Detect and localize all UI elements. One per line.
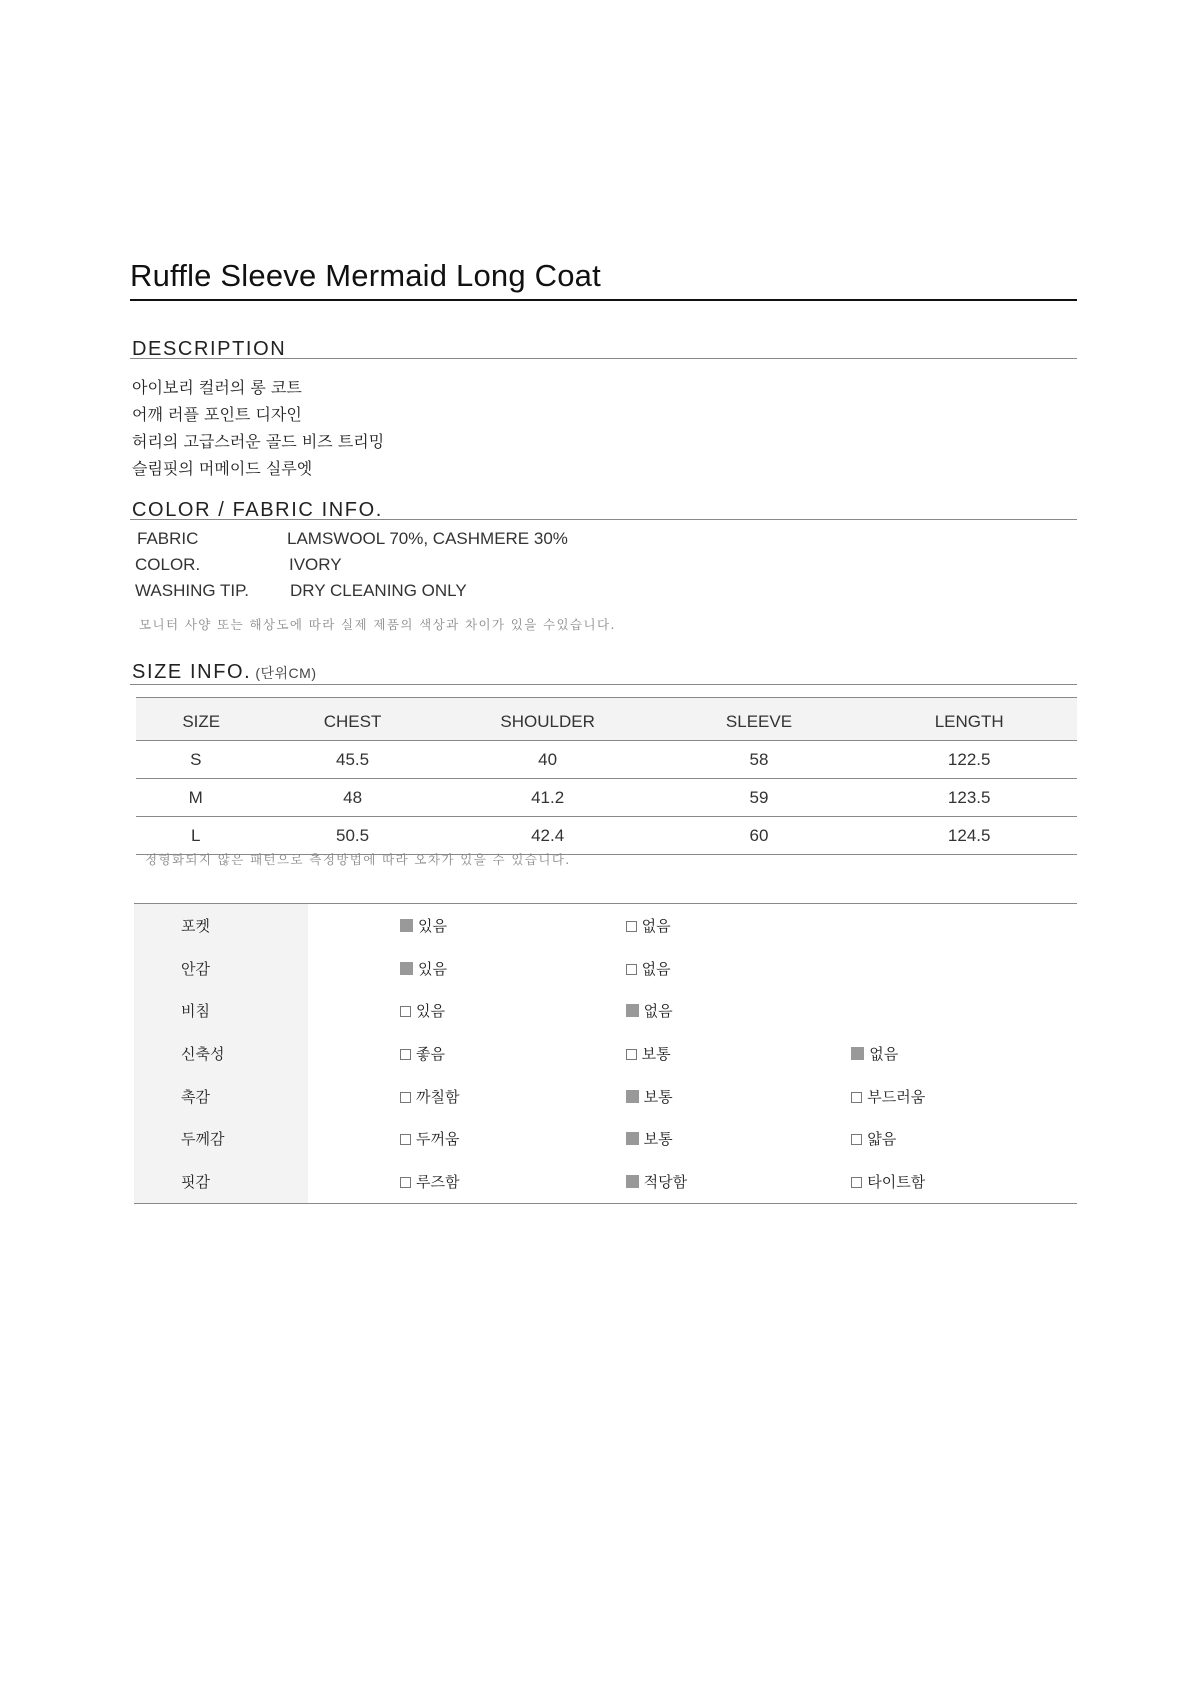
attribute-option	[626, 1160, 852, 1203]
attribute-option	[626, 1032, 852, 1075]
color-notice: 모니터 사양 또는 해상도에 따라 실제 제품의 색상과 차이가 있을 수있습니다.	[139, 617, 616, 632]
attribute-row-sheerness	[134, 989, 1077, 1032]
table-row	[136, 741, 1077, 779]
description-list	[132, 374, 384, 482]
description-line: 허리의 고급스러운 골드 비즈 트리밍	[132, 432, 385, 451]
table-cell: 122.5	[861, 741, 1077, 779]
empty-checkbox-icon	[400, 1006, 411, 1017]
attribute-row-fit	[134, 1160, 1077, 1203]
attribute-row-texture	[134, 1075, 1077, 1118]
size-heading-label: SIZE INFO.	[132, 661, 252, 683]
empty-checkbox-icon	[400, 1177, 411, 1188]
filled-checkbox-icon	[626, 1175, 639, 1188]
table-cell: 45.5	[267, 741, 439, 779]
table-cell: 48	[267, 779, 439, 817]
attribute-option	[626, 989, 852, 1032]
empty-checkbox-icon	[626, 921, 637, 932]
column-header: LENGTH	[861, 698, 1077, 741]
column-header: CHEST	[267, 698, 439, 741]
attribute-name: 안감	[134, 947, 308, 990]
table-cell: 124.5	[861, 817, 1077, 855]
attribute-option	[308, 1032, 626, 1075]
empty-checkbox-icon	[626, 1049, 637, 1060]
column-header: SIZE	[136, 698, 267, 741]
option-label: 얇음	[867, 1130, 897, 1149]
option-label: 루즈함	[415, 1172, 460, 1191]
attribute-option-empty	[851, 947, 1077, 990]
filled-checkbox-icon	[626, 1132, 639, 1145]
page-title: Ruffle Sleeve Mermaid Long Coat	[130, 258, 601, 293]
attribute-option	[308, 1075, 626, 1118]
washing-tip-label: WASHING TIP.	[135, 581, 249, 600]
table-cell: 59	[657, 779, 862, 817]
attribute-option	[851, 1117, 1077, 1160]
table-cell: 42.4	[439, 817, 657, 855]
attribute-row-lining	[134, 947, 1077, 990]
filled-checkbox-icon	[400, 919, 413, 932]
size-cell: M	[136, 779, 267, 817]
size-unit: (단위CM)	[255, 665, 317, 681]
empty-checkbox-icon	[851, 1177, 862, 1188]
empty-checkbox-icon	[400, 1092, 411, 1103]
attribute-name: 촉감	[134, 1075, 308, 1118]
attribute-option	[851, 1075, 1077, 1118]
empty-checkbox-icon	[851, 1134, 862, 1145]
table-cell: 58	[657, 741, 862, 779]
description-line: 어깨 러플 포인트 디자인	[132, 405, 302, 424]
column-header: SHOULDER	[439, 698, 657, 741]
filled-checkbox-icon	[626, 1090, 639, 1103]
attribute-table	[134, 903, 1077, 1204]
table-row	[136, 817, 1077, 855]
attribute-row-thickness	[134, 1117, 1077, 1160]
option-label: 부드러움	[867, 1087, 926, 1106]
option-label: 없음	[641, 916, 671, 935]
size-cell: S	[136, 741, 267, 779]
attribute-option	[851, 1032, 1077, 1075]
size-table	[136, 697, 1077, 855]
attribute-name: 두께감	[134, 1117, 308, 1160]
option-label: 있음	[417, 959, 447, 978]
option-label: 보통	[643, 1130, 673, 1149]
attribute-option-empty	[851, 989, 1077, 1032]
attribute-option	[851, 1160, 1077, 1203]
empty-checkbox-icon	[626, 964, 637, 975]
table-cell: 123.5	[861, 779, 1077, 817]
color-label: COLOR.	[135, 555, 201, 574]
attribute-option-empty	[851, 904, 1077, 947]
size-table-header	[136, 698, 1077, 741]
attribute-option	[308, 904, 626, 947]
description-heading: DESCRIPTION	[132, 338, 287, 360]
description-line: 슬림핏의 머메이드 실루엣	[132, 459, 313, 478]
size-notice: 정형화되지 않은 패턴으로 측정방법에 따라 오차가 있을 수 있습니다.	[145, 852, 571, 867]
size-cell: L	[136, 817, 267, 855]
option-label: 두꺼움	[415, 1130, 460, 1149]
attribute-option	[308, 947, 626, 990]
filled-checkbox-icon	[851, 1047, 864, 1060]
table-cell: 41.2	[439, 779, 657, 817]
table-cell: 50.5	[267, 817, 439, 855]
option-label: 없음	[641, 959, 671, 978]
empty-checkbox-icon	[851, 1092, 862, 1103]
option-label: 보통	[643, 1087, 673, 1106]
table-cell: 60	[657, 817, 862, 855]
attribute-option	[308, 1160, 626, 1203]
attribute-option	[626, 947, 852, 990]
fabric-value: LAMSWOOL 70%, CASHMERE 30%	[287, 529, 568, 548]
option-label: 까칠함	[415, 1087, 460, 1106]
attribute-name: 포켓	[134, 904, 308, 947]
option-label: 없음	[869, 1044, 899, 1063]
attribute-name: 신축성	[134, 1032, 308, 1075]
attribute-row-pocket	[134, 904, 1077, 947]
title-divider	[130, 299, 1077, 301]
table-row	[136, 779, 1077, 817]
size-heading	[132, 661, 317, 684]
attribute-name: 비침	[134, 989, 308, 1032]
description-line: 아이보리 컬러의 롱 코트	[132, 378, 302, 397]
filled-checkbox-icon	[400, 962, 413, 975]
option-label: 보통	[641, 1044, 671, 1063]
option-label: 없음	[643, 1002, 673, 1021]
attribute-name: 핏감	[134, 1160, 308, 1203]
attribute-option	[308, 989, 626, 1032]
size-divider	[130, 684, 1077, 685]
attribute-option	[626, 1075, 852, 1118]
attribute-option	[626, 1117, 852, 1160]
description-divider	[130, 358, 1077, 359]
column-header: SLEEVE	[657, 698, 862, 741]
empty-checkbox-icon	[400, 1134, 411, 1145]
color-value: IVORY	[289, 555, 342, 574]
attribute-option	[626, 904, 852, 947]
fabric-label: FABRIC	[137, 529, 199, 548]
option-label: 좋음	[415, 1044, 445, 1063]
option-label: 타이트함	[867, 1172, 926, 1191]
table-cell: 40	[439, 741, 657, 779]
fabric-divider	[130, 519, 1077, 520]
empty-checkbox-icon	[400, 1049, 411, 1060]
attribute-row-stretch	[134, 1032, 1077, 1075]
option-label: 적당함	[643, 1172, 688, 1191]
attribute-option	[308, 1117, 626, 1160]
filled-checkbox-icon	[626, 1004, 639, 1017]
option-label: 있음	[417, 916, 447, 935]
option-label: 있음	[415, 1002, 445, 1021]
washing-tip-value: DRY CLEANING ONLY	[290, 581, 467, 600]
fabric-heading: COLOR / FABRIC INFO.	[132, 499, 383, 521]
